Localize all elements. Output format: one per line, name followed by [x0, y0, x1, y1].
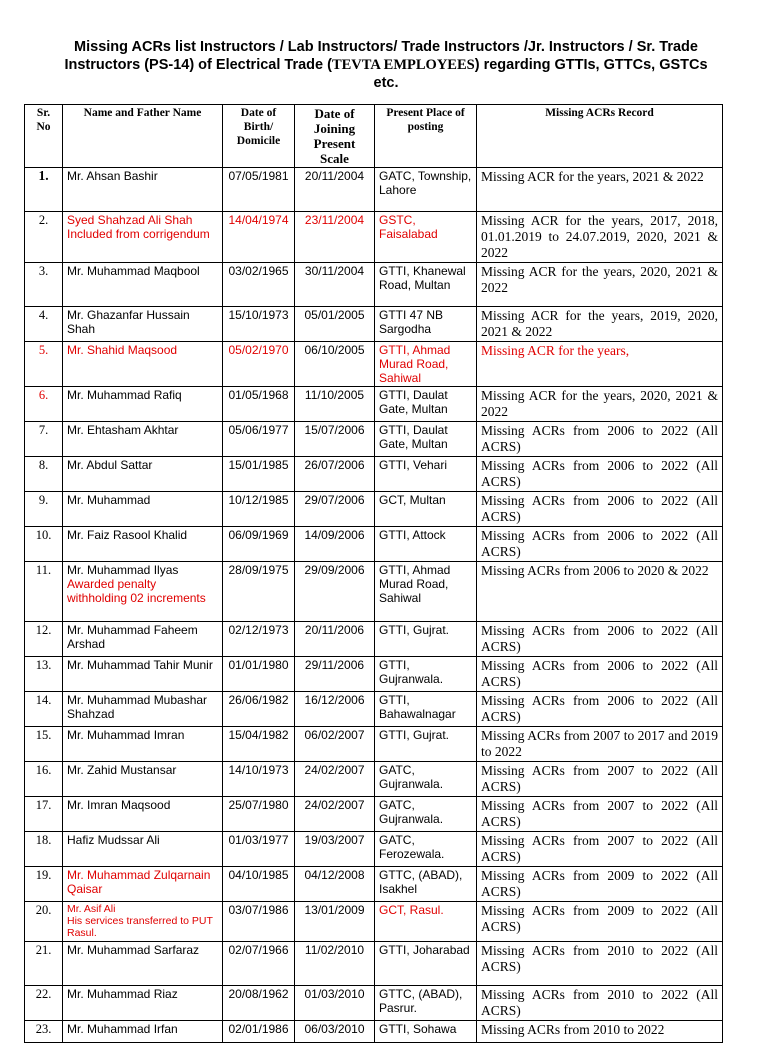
cell-dob: 05/02/1970 — [223, 342, 295, 387]
cell-sr-no: 4. — [25, 307, 63, 342]
employee-name: Mr. Ehtasham Akhtar — [67, 423, 179, 437]
cell-name — [63, 168, 223, 212]
cell-doj: 20/11/2004 — [295, 168, 375, 212]
cell-sr-no: 6. — [25, 387, 63, 422]
header-sr-no: Sr. No — [25, 105, 63, 168]
cell-sr-no: 14. — [25, 692, 63, 727]
table-row — [25, 307, 723, 342]
cell-dob: 02/01/1986 — [223, 1021, 295, 1043]
cell-sr-no: 22. — [25, 986, 63, 1021]
table-row — [25, 797, 723, 832]
cell-doj: 23/11/2004 — [295, 212, 375, 263]
cell-dob: 20/08/1962 — [223, 986, 295, 1021]
header-dob: Date of Birth/ Domicile — [223, 105, 295, 168]
cell-missing-acrs: Missing ACR for the years, 2020, 2021 & 2022 — [477, 387, 723, 422]
title-line-2: Instructors (PS-14) of Electrical Trade (TEVTA EMPLOYEES) regarding GTTIs, GTTCs, GSTCs — [64, 57, 708, 73]
cell-doj: 04/12/2008 — [295, 867, 375, 902]
table-row — [25, 457, 723, 492]
table-row — [25, 832, 723, 867]
cell-name — [63, 622, 223, 657]
title-line-1: Missing ACRs list Instructors / Lab Instructors/ Trade Instructors /Jr. Instructors / Sr. Trade — [74, 39, 698, 55]
cell-missing-acrs: Missing ACRs from 2010 to 2022 — [477, 1021, 723, 1043]
cell-place: GTTI, Ahmad Murad Road, Sahiwal — [375, 562, 477, 622]
table-row — [25, 622, 723, 657]
cell-dob: 15/01/1985 — [223, 457, 295, 492]
employee-name: Mr. Muhammad Imran — [67, 728, 185, 742]
cell-missing-acrs: Missing ACRs from 2007 to 2017 and 2019 to 2022 — [477, 727, 723, 762]
cell-dob: 07/05/1981 — [223, 168, 295, 212]
cell-place: GTTC, (ABAD), Isakhel — [375, 867, 477, 902]
cell-sr-no: 11. — [25, 562, 63, 622]
cell-sr-no: 2. — [25, 212, 63, 263]
cell-sr-no: 23. — [25, 1021, 63, 1043]
employee-name: Mr. Muhammad Irfan — [67, 1022, 178, 1036]
cell-missing-acrs: Missing ACR for the years, 2021 & 2022 — [477, 168, 723, 212]
cell-name — [63, 263, 223, 307]
cell-place: GTTI, Gujranwala. — [375, 657, 477, 692]
table-body — [25, 168, 723, 1043]
table-row — [25, 492, 723, 527]
table-row — [25, 212, 723, 263]
cell-sr-no: 20. — [25, 902, 63, 942]
cell-doj: 11/02/2010 — [295, 942, 375, 986]
cell-dob: 06/09/1969 — [223, 527, 295, 562]
cell-sr-no: 17. — [25, 797, 63, 832]
cell-missing-acrs: Missing ACRs from 2006 to 2022 (All ACRS) — [477, 692, 723, 727]
cell-name — [63, 422, 223, 457]
cell-name — [63, 867, 223, 902]
cell-place: GTTC, (ABAD), Pasrur. — [375, 986, 477, 1021]
cell-missing-acrs: Missing ACRs from 2006 to 2022 (All ACRS) — [477, 527, 723, 562]
employee-name: Mr. Faiz Rasool Khalid — [67, 528, 188, 542]
cell-place: GCT, Multan — [375, 492, 477, 527]
cell-doj: 24/02/2007 — [295, 797, 375, 832]
header-place: Present Place of posting — [375, 105, 477, 168]
cell-name — [63, 562, 223, 622]
cell-missing-acrs: Missing ACRs from 2006 to 2020 & 2022 — [477, 562, 723, 622]
employee-name: Syed Shahzad Ali Shah — [67, 213, 193, 227]
cell-name — [63, 342, 223, 387]
cell-name — [63, 387, 223, 422]
cell-doj: 11/10/2005 — [295, 387, 375, 422]
cell-sr-no: 1. — [25, 168, 63, 212]
cell-dob: 01/03/1977 — [223, 832, 295, 867]
cell-name — [63, 942, 223, 986]
cell-place: GTTI, Joharabad — [375, 942, 477, 986]
cell-missing-acrs: Missing ACRs from 2006 to 2022 (All ACRS) — [477, 492, 723, 527]
employee-name: Mr. Muhammad Faheem Arshad — [67, 623, 198, 651]
employee-name: Mr. Asif Ali — [67, 903, 116, 915]
cell-doj: 26/07/2006 — [295, 457, 375, 492]
cell-missing-acrs: Missing ACRs from 2010 to 2022 (All ACRS) — [477, 942, 723, 986]
cell-sr-no: 8. — [25, 457, 63, 492]
cell-doj: 24/02/2007 — [295, 762, 375, 797]
cell-place: GATC, Gujranwala. — [375, 762, 477, 797]
employee-name: Mr. Ghazanfar Hussain Shah — [67, 308, 190, 336]
cell-doj: 01/03/2010 — [295, 986, 375, 1021]
cell-sr-no: 3. — [25, 263, 63, 307]
cell-dob: 15/10/1973 — [223, 307, 295, 342]
header-doj: Date of Joining Present Scale — [295, 105, 375, 168]
cell-doj: 06/03/2010 — [295, 1021, 375, 1043]
table-row — [25, 342, 723, 387]
cell-place: GTTI, Attock — [375, 527, 477, 562]
table-row — [25, 562, 723, 622]
cell-doj: 20/11/2006 — [295, 622, 375, 657]
cell-missing-acrs: Missing ACRs from 2009 to 2022 (All ACRS) — [477, 902, 723, 942]
document-title — [30, 38, 742, 92]
employee-name: Mr. Zahid Mustansar — [67, 763, 177, 777]
employee-name: Mr. Ahsan Bashir — [67, 169, 158, 183]
cell-missing-acrs: Missing ACRs from 2006 to 2022 (All ACRS) — [477, 622, 723, 657]
cell-missing-acrs: Missing ACR for the years, 2020, 2021 & 2022 — [477, 263, 723, 307]
table-row — [25, 422, 723, 457]
title-tevta-employees: TEVTA EMPLOYEES — [331, 57, 475, 73]
cell-place: GCT, Rasul. — [375, 902, 477, 942]
cell-missing-acrs: Missing ACRs from 2010 to 2022 (All ACRS) — [477, 986, 723, 1021]
employee-note: Included from corrigendum — [67, 227, 210, 241]
employee-name: Mr. Muhammad Sarfaraz — [67, 943, 200, 957]
cell-sr-no: 16. — [25, 762, 63, 797]
cell-name — [63, 762, 223, 797]
cell-dob: 01/05/1968 — [223, 387, 295, 422]
cell-name — [63, 902, 223, 942]
cell-missing-acrs: Missing ACRs from 2006 to 2022 (All ACRS) — [477, 657, 723, 692]
cell-missing-acrs: Missing ACRs from 2007 to 2022 (All ACRS) — [477, 832, 723, 867]
cell-missing-acrs: Missing ACRs from 2007 to 2022 (All ACRS) — [477, 762, 723, 797]
cell-sr-no: 19. — [25, 867, 63, 902]
employee-name: Mr. Muhammad Ilyas — [67, 563, 179, 577]
cell-place: GTTI 47 NB Sargodha — [375, 307, 477, 342]
cell-doj: 06/02/2007 — [295, 727, 375, 762]
cell-doj: 14/09/2006 — [295, 527, 375, 562]
employee-name: Mr. Muhammad Tahir Munir — [67, 658, 213, 672]
table-row — [25, 942, 723, 986]
cell-doj: 15/07/2006 — [295, 422, 375, 457]
cell-name — [63, 797, 223, 832]
cell-name — [63, 986, 223, 1021]
header-missing: Missing ACRs Record — [477, 105, 723, 168]
cell-missing-acrs: Missing ACRs from 2006 to 2022 (All ACRS) — [477, 422, 723, 457]
cell-missing-acrs: Missing ACRs from 2007 to 2022 (All ACRS) — [477, 797, 723, 832]
cell-dob: 05/06/1977 — [223, 422, 295, 457]
cell-dob: 25/07/1980 — [223, 797, 295, 832]
table-row — [25, 986, 723, 1021]
employee-name: Mr. Muhammad — [67, 493, 151, 507]
table-row — [25, 387, 723, 422]
cell-sr-no: 9. — [25, 492, 63, 527]
cell-doj: 13/01/2009 — [295, 902, 375, 942]
table-row — [25, 168, 723, 212]
employee-name: Mr. Muhammad Mubashar Shahzad — [67, 693, 208, 721]
cell-doj: 19/03/2007 — [295, 832, 375, 867]
table-row — [25, 867, 723, 902]
employee-name: Mr. Abdul Sattar — [67, 458, 153, 472]
table-row — [25, 527, 723, 562]
cell-name — [63, 657, 223, 692]
employee-name: Mr. Muhammad Zulqarnain Qaisar — [67, 868, 211, 896]
table-row — [25, 727, 723, 762]
cell-name — [63, 457, 223, 492]
cell-dob: 26/06/1982 — [223, 692, 295, 727]
cell-missing-acrs: Missing ACR for the years, — [477, 342, 723, 387]
employee-name: Mr. Muhammad Riaz — [67, 987, 178, 1001]
cell-sr-no: 5. — [25, 342, 63, 387]
cell-place: GATC, Ferozewala. — [375, 832, 477, 867]
cell-dob: 03/02/1965 — [223, 263, 295, 307]
cell-dob: 14/10/1973 — [223, 762, 295, 797]
table-header-row — [25, 105, 723, 168]
cell-name — [63, 527, 223, 562]
table-row — [25, 902, 723, 942]
cell-sr-no: 15. — [25, 727, 63, 762]
cell-place: GTTI, Daulat Gate, Multan — [375, 387, 477, 422]
cell-doj: 06/10/2005 — [295, 342, 375, 387]
cell-missing-acrs: Missing ACRs from 2006 to 2022 (All ACRS) — [477, 457, 723, 492]
cell-place: GTTI, Vehari — [375, 457, 477, 492]
cell-dob: 03/07/1986 — [223, 902, 295, 942]
cell-dob: 14/04/1974 — [223, 212, 295, 263]
cell-place: GTTI, Sohawa — [375, 1021, 477, 1043]
employee-name: Hafiz Mudssar Ali — [67, 833, 160, 847]
cell-sr-no: 12. — [25, 622, 63, 657]
cell-place: GTTI, Bahawalnagar — [375, 692, 477, 727]
cell-dob: 02/07/1966 — [223, 942, 295, 986]
cell-dob: 04/10/1985 — [223, 867, 295, 902]
employee-note: His services transferred to PUT Rasul. — [67, 915, 213, 939]
acr-table — [24, 104, 723, 1043]
cell-place: GATC, Township, Lahore — [375, 168, 477, 212]
cell-sr-no: 13. — [25, 657, 63, 692]
cell-doj: 29/07/2006 — [295, 492, 375, 527]
cell-doj: 29/09/2006 — [295, 562, 375, 622]
title-line-3: etc. — [373, 75, 399, 91]
cell-doj: 05/01/2005 — [295, 307, 375, 342]
cell-dob: 01/01/1980 — [223, 657, 295, 692]
cell-name — [63, 692, 223, 727]
cell-dob: 28/09/1975 — [223, 562, 295, 622]
cell-place: GTTI, Gujrat. — [375, 727, 477, 762]
cell-missing-acrs: Missing ACRs from 2009 to 2022 (All ACRS) — [477, 867, 723, 902]
cell-name — [63, 307, 223, 342]
cell-name — [63, 492, 223, 527]
cell-doj: 16/12/2006 — [295, 692, 375, 727]
table-row — [25, 263, 723, 307]
employee-name: Mr. Muhammad Rafiq — [67, 388, 182, 402]
cell-sr-no: 7. — [25, 422, 63, 457]
cell-missing-acrs: Missing ACR for the years, 2017, 2018, 01.01.2019 to 24.07.2019, 2020, 2021 & 2022 — [477, 212, 723, 263]
cell-dob: 02/12/1973 — [223, 622, 295, 657]
cell-place: GTTI, Daulat Gate, Multan — [375, 422, 477, 457]
cell-doj: 29/11/2006 — [295, 657, 375, 692]
employee-name: Mr. Muhammad Maqbool — [67, 264, 200, 278]
employee-note: Awarded penalty withholding 02 increments — [67, 577, 206, 605]
cell-place: GTTI, Ahmad Murad Road, Sahiwal — [375, 342, 477, 387]
cell-missing-acrs: Missing ACR for the years, 2019, 2020, 2021 & 2022 — [477, 307, 723, 342]
cell-place: GSTC, Faisalabad — [375, 212, 477, 263]
cell-place: GATC, Gujranwala. — [375, 797, 477, 832]
cell-sr-no: 21. — [25, 942, 63, 986]
table-row — [25, 692, 723, 727]
cell-name — [63, 832, 223, 867]
employee-name: Mr. Imran Maqsood — [67, 798, 171, 812]
header-name: Name and Father Name — [63, 105, 223, 168]
cell-sr-no: 10. — [25, 527, 63, 562]
employee-name: Mr. Shahid Maqsood — [67, 343, 178, 357]
cell-dob: 15/04/1982 — [223, 727, 295, 762]
cell-doj: 30/11/2004 — [295, 263, 375, 307]
cell-sr-no: 18. — [25, 832, 63, 867]
cell-name — [63, 727, 223, 762]
table-row — [25, 657, 723, 692]
cell-name — [63, 212, 223, 263]
cell-dob: 10/12/1985 — [223, 492, 295, 527]
table-row — [25, 762, 723, 797]
cell-place: GTTI, Gujrat. — [375, 622, 477, 657]
cell-place: GTTI, Khanewal Road, Multan — [375, 263, 477, 307]
